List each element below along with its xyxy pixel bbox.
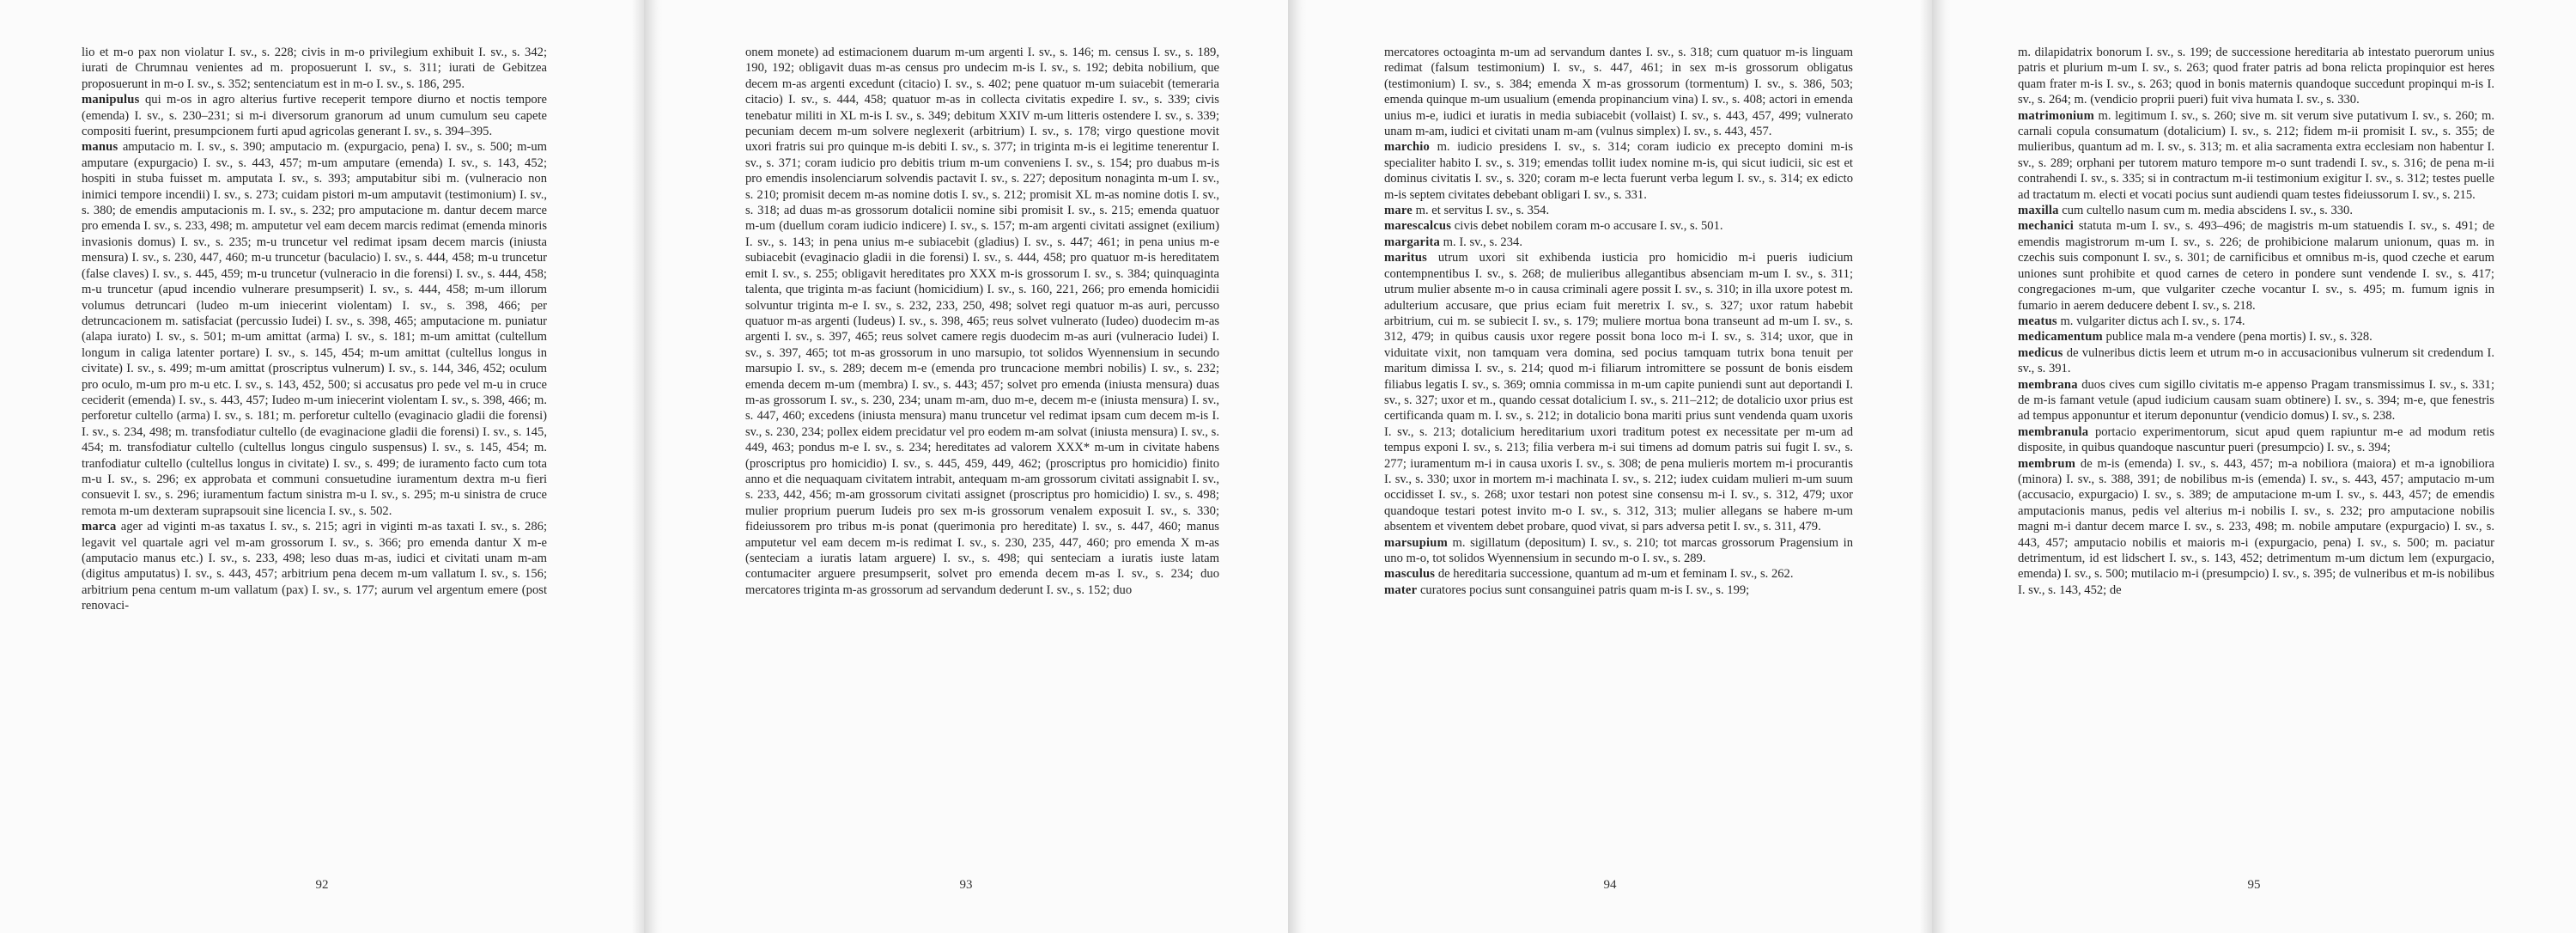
gutter-shadow <box>1920 0 1932 933</box>
entry-headword: membrum <box>2018 456 2076 471</box>
entry-headword: masculus <box>1384 567 1436 582</box>
entry-body: m. legitimum I. sv., s. 260; sive m. sit verum sive putativum I. sv., s. 260; m. carnali copula consumatum (dotalicium) I. sv., s. 212; fidem m-ii promisit I. sv., s. 355; de mulieribus, quantum ad m. I. sv., s. 313; m. et alia sacramenta extra ecclesiam non habentur I. sv., s. 289; orphani per tutorem maturo tempore m-o sunt tradendi I. sv., s. 316; de pena m-ii contrahendi I. sv., s. 335; si in contractum m-ii testimonium exigitur I. sv., s. 312; testes puelle ad tractatum m. electi et vocati pocius sunt audiendi quam testes fideiussorum I. sv., s. 215. <box>2018 108 2494 202</box>
index-entry <box>2018 424 2494 456</box>
index-entry <box>1384 582 1853 598</box>
index-entry <box>1384 203 1853 218</box>
index-entry <box>1384 250 1853 534</box>
entry-headword: marescalcus <box>1384 219 1452 234</box>
index-entry <box>1384 566 1853 582</box>
index-entry <box>1384 235 1853 250</box>
entry-headword: mare <box>1384 204 1413 218</box>
page-number: 93 <box>959 878 973 892</box>
index-entry <box>82 519 547 613</box>
index-entry <box>1384 139 1853 203</box>
entry-body: onem monete) ad estimacionem duarum m-um argenti I. sv., s. 146; m. census I. sv., s. 189, 190, 192; obligavit duas m-as census pro undecim m-is I. sv., s. 192; debita nobilium, que decem m-as argenti excedunt (citacio) I. sv., s. 402; pene quatuor m-um suiacebit (temeraria citacio) I. sv., s. 444, 458; quatuor m-as in collecta civitatis expedire I. sv., s. 339; civis tenebatur militi in XL m-is I. sv., s. 349; debitum XXIV m-um litteris ostendere I. sv., s. 339; pecuniam decem m-um solvere neglexerit (arbitrium) I. sv., s. 178; virgo questione movit uxori fratris sui pro quinque m-is debiti I. sv., s. 377; in triginta m-is ei legitime tenerentur I. sv., s. 371; coram iudicio pro debitis trium m-um conveniens I. sv., s. 154; pro duabus m-is pro emendis insolenciarum solvendis pactavit I. sv., s. 227; depositum nonaginta m-um I. sv., s. 210; promisit decem m-as nomine dotis I. sv., s. 212; promisit XL m-as nomine dotis I. sv., s. 318; ad duas m-as grossorum dotalicii nomine sibi promisit I. sv., s. 215; emenda quatuor m-um (duellum coram iudicio indicere) I. sv., s. 157; m-am argenti civitati assignet (exilium) I. sv., s. 143; in pena unius m-e subiacebit (gladius) I. sv., s. 447; 461; in pena unius m-e subiacebit (evaginacio gladii in die forensi) I. sv., s. 444, 458; pro quatuor m-is hereditatem emit I. sv., s. 255; obligavit hereditates pro XXX m-is grossorum I. sv., s. 384; quinquaginta talenta, que triginta m-as faciunt (homicidium) I. sv., s. 160, 221, 266; pro emenda homicidii solvuntur triginta m-e I. sv., s. 232, 233, 250, 498; solvet regi quatuor m-as auri, percusso quatuor m-as argenti (Iudeus) I. sv., s. 398, 465; reus solvet vulnerato (Iudeo) duodecim m-as argenti I. sv., s. 397, 465; reus solvet camere regis duodecim m-as auri (vulneracio Iudei) I. sv., s. 397, 465; tot m-as grossorum in uno marsupio, tot solidos Wyennensium in secundo marsupio I. sv., s. 289; decem m-e (emenda pro truncacione membri nobilis) I. sv., s. 232; emenda decem m-um (membra) I. sv., s. 443; 457; solvet pro emenda (iniusta mensura) duas m-as grossorum I. sv., s. 230, 234; unam m-am, duo m-e, decem m-e (iniusta mensura) I. sv., s. 447, 460; excedens (iniusta mensura) manu truncetur vel redimat ipsam cum decem m-is I. sv., s. 230, 234; pollex eidem precidatur vel pro eodem m-am solvat (iniusta mensura) I. sv., s. 449, 463; pondus m-e I. sv., s. 234; hereditates ad valorem XXX* m-um in civitate habens (proscriptus pro homicidio) I. sv., s. 445, 459, 449, 462; (proscriptus pro homicidio) finito anno et die nequaquam civitatem intrabit, antequam m-am grossorum civitati assignabit I. sv., s. 233, 442, 456; m-am grossorum civitati assignet (proscriptus pro homicidio) I. sv., s. 498; mulier proprium puerum Iudeis pro sex m-is grossorum venalem exposuit I. sv., s. 330; fideiussorem pro tribus m-is ponat (querimonia pro hereditate) I. sv., s. 447, 460; manus amputetur vel eam decem m-is redimat I. sv., s. 230, 235, 447, 460; pro emenda X m-as (senteciam a iuratis latam arguere) I. sv., s. 498; qui senteciam a iuratis iuste latam contumaciter arguere presumpserit, solvet pro emenda decem m-as I. sv., s. 234; duo mercatores triginta m-as grossorum ad servandum dederunt I. sv., s. 152; duo <box>745 46 1219 597</box>
page-text <box>2018 45 2494 882</box>
index-entry <box>2018 108 2494 203</box>
index-entry <box>2018 203 2494 218</box>
page-92 <box>0 0 644 933</box>
entry-body: m. vulgariter dictus ach I. sv., s. 174. <box>2060 314 2245 328</box>
index-entry <box>2018 456 2494 599</box>
entry-headword: marca <box>82 520 117 534</box>
entry-headword: margarita <box>1384 235 1441 249</box>
entry-headword: maxilla <box>2018 204 2059 218</box>
entry-body: m. I. sv., s. 234. <box>1443 235 1522 249</box>
page-93 <box>644 0 1288 933</box>
index-entry <box>2018 345 2494 377</box>
entry-body: m. dilapidatrix bonorum I. sv., s. 199; de successione hereditaria ab intestato puerorum unius patris et plurium m-um I. sv., s. 263; quod frater patris ad bona relicta propinquior est heres quam frater m-is I. sv., s. 263; quod in bonis maternis quandoque succedunt propinqui m-is I. sv., s. 264; m. (vendicio proprii pueri) fuit viva humata I. sv., s. 330. <box>2018 46 2494 107</box>
entry-body: lio et m-o pax non violatur I. sv., s. 228; civis in m-o privilegium exhibuit I. sv., s. 342; iurati de Chrumnau venientes ad m. proposuerunt I. sv., s. 311; iurati de Gebitzea proposuerunt in m-o I. sv., s. 352; sentenciatum est in m-o I. sv., s. 186, 295. <box>82 46 547 91</box>
entry-body: curatores pocius sunt consanguinei patris quam m-is I. sv., s. 199; <box>1419 582 1750 597</box>
index-entry <box>745 45 1219 598</box>
page-number: 94 <box>1603 878 1617 892</box>
entry-body: de hereditaria successione, quantum ad m-um et feminam I. sv., s. 262. <box>1437 567 1794 582</box>
index-entry <box>1384 535 1853 567</box>
entry-body: m. sigillatum (depositum) I. sv., s. 210; tot marcas grossorum Pragensium in uno m-o, tot solidos Wyennensium in secundo m-o I. sv., s. 289. <box>1384 535 1853 565</box>
entry-body: de vulneribus dictis leem et utrum m-o in accusacionibus vulnerum sit credendum I. sv., s. 391. <box>2018 345 2494 376</box>
entry-body: cum cultello nasum cum m. media abscidens I. sv., s. 330. <box>2062 204 2353 218</box>
entry-body: publice mala m-a vendere (pena mortis) I. sv., s. 328. <box>2105 330 2372 345</box>
entry-headword: maritus <box>1384 251 1428 265</box>
index-entry <box>1384 45 1853 139</box>
index-entry <box>2018 45 2494 108</box>
entry-body: utrum uxori sit exhibenda iusticia pro homicidio m-i pueris iudicium contempnentibus I. sv., s. 268; de mulieribus allegantibus absenciam m-um I. sv., s. 311; utrum mulier absente m-o in causa criminali agere possit I. sv., s. 310; in illa uxore potest m. adulterium accusare, que prius eciam fuit meretrix I. sv., s. 327; uxor ratum habebit arbitrium, cui m. se subiecit I. sv., s. 179; muliere mortua bona transeunt ad m-um I. sv., s. 312, 479; in quibus causis uxor regere possit bona loco m-i I. sv., s. 314; uxor, que in viduitate vixit, non tamquam vera domina, sed pocius tamquam tutrix bona tenuit per maritum dimissa I. sv., s. 214; quod m-i filiarum intromittere se possunt de bonis eisdem filiabus legatis I. sv., s. 369; omnia commissa in m-um capite puniendi sunt aut deportandi I. sv., s. 327; uxor et m., quando cessat dotalicium I. sv., s. 211–212; de dotalicio uxor prius est certificanda quam m. I. sv., s. 212; in dotalicio bona mariti prius sunt vendenda quam uxoris I. sv., s. 213; dotalicium hereditarium uxori traditum potest ex necessitate per m-um ad tempus exponi I. sv., s. 213; filia verbera m-i sui timens ad domum patris sui fugit I. sv., s. 277; iuramentum m-i in causa uxoris I. sv., s. 308; de pena mulieris mortem m-i procurantis I. sv., s. 330; uxor in mortem m-i machinata I. sv., s. 212; iudex cuidam mulieri m-um suum occidisset I. sv., s. 268; uxor testari non potest sine consensu m-i I. sv., s. 312, 479; uxor quandoque testari potest invito m-o I. sv., s. 312, 313; mulier allegans se habere m-um absentem et viventem debet probare, quod vivat, si pars adversa petit I. sv., s. 311, 479. <box>1384 251 1853 534</box>
entry-headword: membranula <box>2018 424 2089 439</box>
entry-body: de m-is (emenda) I. sv., s. 443, 457; m-a nobiliora (maiora) et m-a ignobiliora (minora) I. sv., s. 388, 391; de nobilibus m-is (emenda) I. sv., s. 443, 457; amputacio m-um (accusacio, expurgacio) I. sv., s. 389; de amputacione m-um I. sv., s. 443, 457; de emendis amputacionis manus, pedis vel alterius m-i nobilis I. sv., s. 232; pro amputacione nobilis magni m-i dantur decem marce I. sv., s. 233, 498; m. nobile amputare (expurgacio) I. sv., s. 443, 457; amputacio nobilis et maioris m-i (expurgacio, pena) I. sv., s. 500; m. paciatur detrimentum, id est lidschert I. sv., s. 143, 452; detrimentum m-um dictum lem (expurgacio, emenda) I. sv., s. 500; mutilacio m-i (presumpcio) I. sv., s. 395; de vulneribus et m-is nobilibus I. sv., s. 143, 452; de <box>2018 456 2494 597</box>
index-entry <box>2018 329 2494 345</box>
entry-headword: medicamentum <box>2018 330 2103 345</box>
gutter-shadow <box>1288 0 1307 933</box>
page-number: 92 <box>315 878 329 892</box>
entry-body: amputacio m. I. sv., s. 390; amputacio m. (expurgacio, pena) I. sv., s. 500; m-um amputare (expurgacio) I. sv., s. 443, 457; m-um amputare (emenda) I. sv., s. 143, 452; hospiti in stuba fuisset m. amputata I. sv., s. 393; amputabitur sibi m. (vulneracio non inimici tempore incendii) I. sv., s. 273; cuidam pistori m-um amputavit (testimonium) I. sv., s. 380; de emendis amputacionis m. I. sv., s. 232; pro amputacione m. dantur decem marce pro emenda I. sv., s. 233, 498; m. amputetur vel eam decem marcis redimat (emenda minoris invasionis domus) I. sv., s. 235; m-u truncetur vel redimat ipsam decem marcis (iniusta mensura) I. sv., s. 230, 447, 460; m-u truncetur (baculacio) I. sv., s. 444, 458; m-u truncetur (false claves) I. sv., s. 445, 459; m-u truncetur (vulneracio in die forensi) I. sv., s. 444, 458; m-u truncetur (apud incendio vulnerare presumpserit) I. sv., s. 444, 458; m-um illorum volumus detruncari (ludeo m-um iniecerint violentam) I. sv., s. 398, 466; per detruncacionem m. satisfaciat (percussio Iudei) I. sv., s. 398, 465; amputacione m. puniatur (alapa iurato) I. sv., s. 501; m-um amittat (arma) I. sv., s. 181; m-um amittat (cultellum longum in caliga latenter portare) I. sv., s. 145, 454; m-um amittat (cultellus longus in civitate) I. sv., s. 499; m-um amittat (proscriptus vulnerum) I. sv., s. 144, 346, 452; oculum pro oculo, m-um pro m-u etc. I. sv., s. 143, 452, 500; si accusatus pro pede vel m-u in cruce ceciderit (emenda) I. sv., s. 443, 457; Iudeo m-um iniecerint violentam I. sv., s. 398, 466; m. perforetur cultello (arma) I. sv., s. 181; m. perforetur cultello (evaginacio gladii die forensi) I. sv., s. 234, 498; m. transfodiatur cultello (de evaginacione gladii die forensi) I. sv., s. 145, 454; m. transfodiatur cultello (cultellus longus cingulo suspensus) I. sv., s. 145, 454; m. tranfodiatur cultello (cultellus longus in civitate) I. sv., s. 499; de iuramento facto cum tota m-u I. sv., s. 296; ex approbata et communi consuetudine iuramentum dextra m-u fieri consuevit I. sv., s. 296; iuramentum factum sinistra m-u I. sv., s. 295; m-u sinistra de cruce remota m-um dexteram suprapsouit sine licencia I. sv., s. 502. <box>82 140 547 518</box>
page-text <box>1384 45 1853 882</box>
page-text <box>82 45 547 882</box>
page-94 <box>1288 0 1932 933</box>
entry-headword: membrana <box>2018 377 2078 392</box>
entry-body: civis debet nobilem coram m-o accusare I. sv., s. 501. <box>1454 219 1723 234</box>
page-number: 95 <box>2247 878 2261 892</box>
index-entry <box>82 92 547 139</box>
index-entry <box>1384 218 1853 234</box>
index-entry <box>82 45 547 92</box>
entry-body: statuta m-um I. sv., s. 493–496; de magistris m-um statuendis I. sv., s. 491; de emendis magistrorum m-um I. sv., s. 226; de prohibicione malarum unionum, quas m. in czechis suis componunt I. sv., s. 301; de carnificibus et omnibus m-is, quod czeche et earum uniones sunt prohibite et quod carnes de cetero in pondere sunt vendende I. sv., s. 417; congregaciones m-um, que vulgariter czeche vocantur I. sv., s. 495; m. fumum ignis in fumario in aerem deducere debent I. sv., s. 218. <box>2018 219 2494 313</box>
entry-headword: meatus <box>2018 314 2057 328</box>
gutter-shadow <box>1932 0 1951 933</box>
entry-body: m. iudicio presidens I. sv., s. 314; coram iudicio ex precepto domini m-is specialiter habito I. sv., s. 319; emendas tollit iudex nomine m-is, qui sicut iudicii, sic est et dominus civitatis I. sv., s. 320; coram m-e lecta fuerunt verba legum I. sv., s. 314; ex edicto m-is septem civitates debebant obligari I. sv., s. 331. <box>1384 140 1853 202</box>
gutter-shadow <box>632 0 644 933</box>
entry-body: ager ad viginti m-as taxatus I. sv., s. 215; agri in viginti m-as taxati I. sv., s. 286; legavit vel quartale agri vel m-am grossorum I. sv., s. 366; pro emenda dantur X m-e (amputacio manus etc.) I. sv., s. 233, 498; leso duas m-as, iudici et civitati unam m-am (digitus amputatus) I. sv., s. 443, 457; arbitrium pena decem m-um vallatum I. sv., s. 156; arbitrium pena centum m-um vallatum (pax) I. sv., s. 177; aurum vel argentum emere (post renovaci- <box>82 520 547 613</box>
index-entry <box>2018 218 2494 313</box>
index-entry <box>2018 314 2494 329</box>
index-entry <box>82 139 547 519</box>
index-entry <box>2018 377 2494 424</box>
entry-headword: marchio <box>1384 140 1431 155</box>
entry-body: mercatores octoaginta m-um ad servandum dantes I. sv., s. 318; cum quatuor m-is linguam redimat (falsum testimonium) I. sv., s. 447, 461; in sex m-is grossorum obligatus (testimonium) I. sv., s. 384; emenda X m-as grossorum (tormentum) I. sv., s. 386, 503; emenda quinque m-um usualium (emenda propinancium vina) I. sv., s. 408; actori in emenda unius m-e, iudici et iuratis in media subiacebit (vollaist) I. sv., s. 443, 457, 499; vulnerato unam m-am, iudici et civitati unam m-am (vulnus simplex) I. sv., s. 443, 457. <box>1384 46 1853 139</box>
page-95 <box>1932 0 2576 933</box>
entry-body: qui m-os in agro alterius furtive receperit tempore diurno et noctis tempore (emenda) I. sv., s. 230–231; si m-i diversorum granorum ad unum cumulum seu capete compositi fuerint, presumpcionem furti apud agricolas generant I. sv., s. 394–395. <box>82 93 547 139</box>
entry-body: m. et servitus I. sv., s. 354. <box>1415 204 1550 218</box>
entry-headword: mechanici <box>2018 219 2075 234</box>
gutter-shadow <box>644 0 663 933</box>
entry-headword: medicus <box>2018 345 2063 360</box>
entry-headword: manipulus <box>82 93 140 107</box>
entry-headword: manus <box>82 140 118 155</box>
entry-body: duos cives cum sigillo civitatis m-e appenso Pragam transmissimus I. sv., s. 331; de m-is famant vetule (apud iudicium causam suam obtinere) I. sv., s. 394; m-e, que fenestris ad tempus apponuntur et iterum deponuntur (vendicio domus) I. sv., s. 238. <box>2018 377 2494 424</box>
entry-body: portacio experimentorum, sicut apud quem rapiuntur m-e ad modum retis disposite, in quibus quandoque nascuntur pueri (presumpcio) I. sv., s. 394; <box>2018 424 2494 455</box>
entry-headword: marsupium <box>1384 535 1448 550</box>
page-text <box>745 45 1219 882</box>
entry-headword: mater <box>1384 582 1418 597</box>
entry-headword: matrimonium <box>2018 108 2094 123</box>
